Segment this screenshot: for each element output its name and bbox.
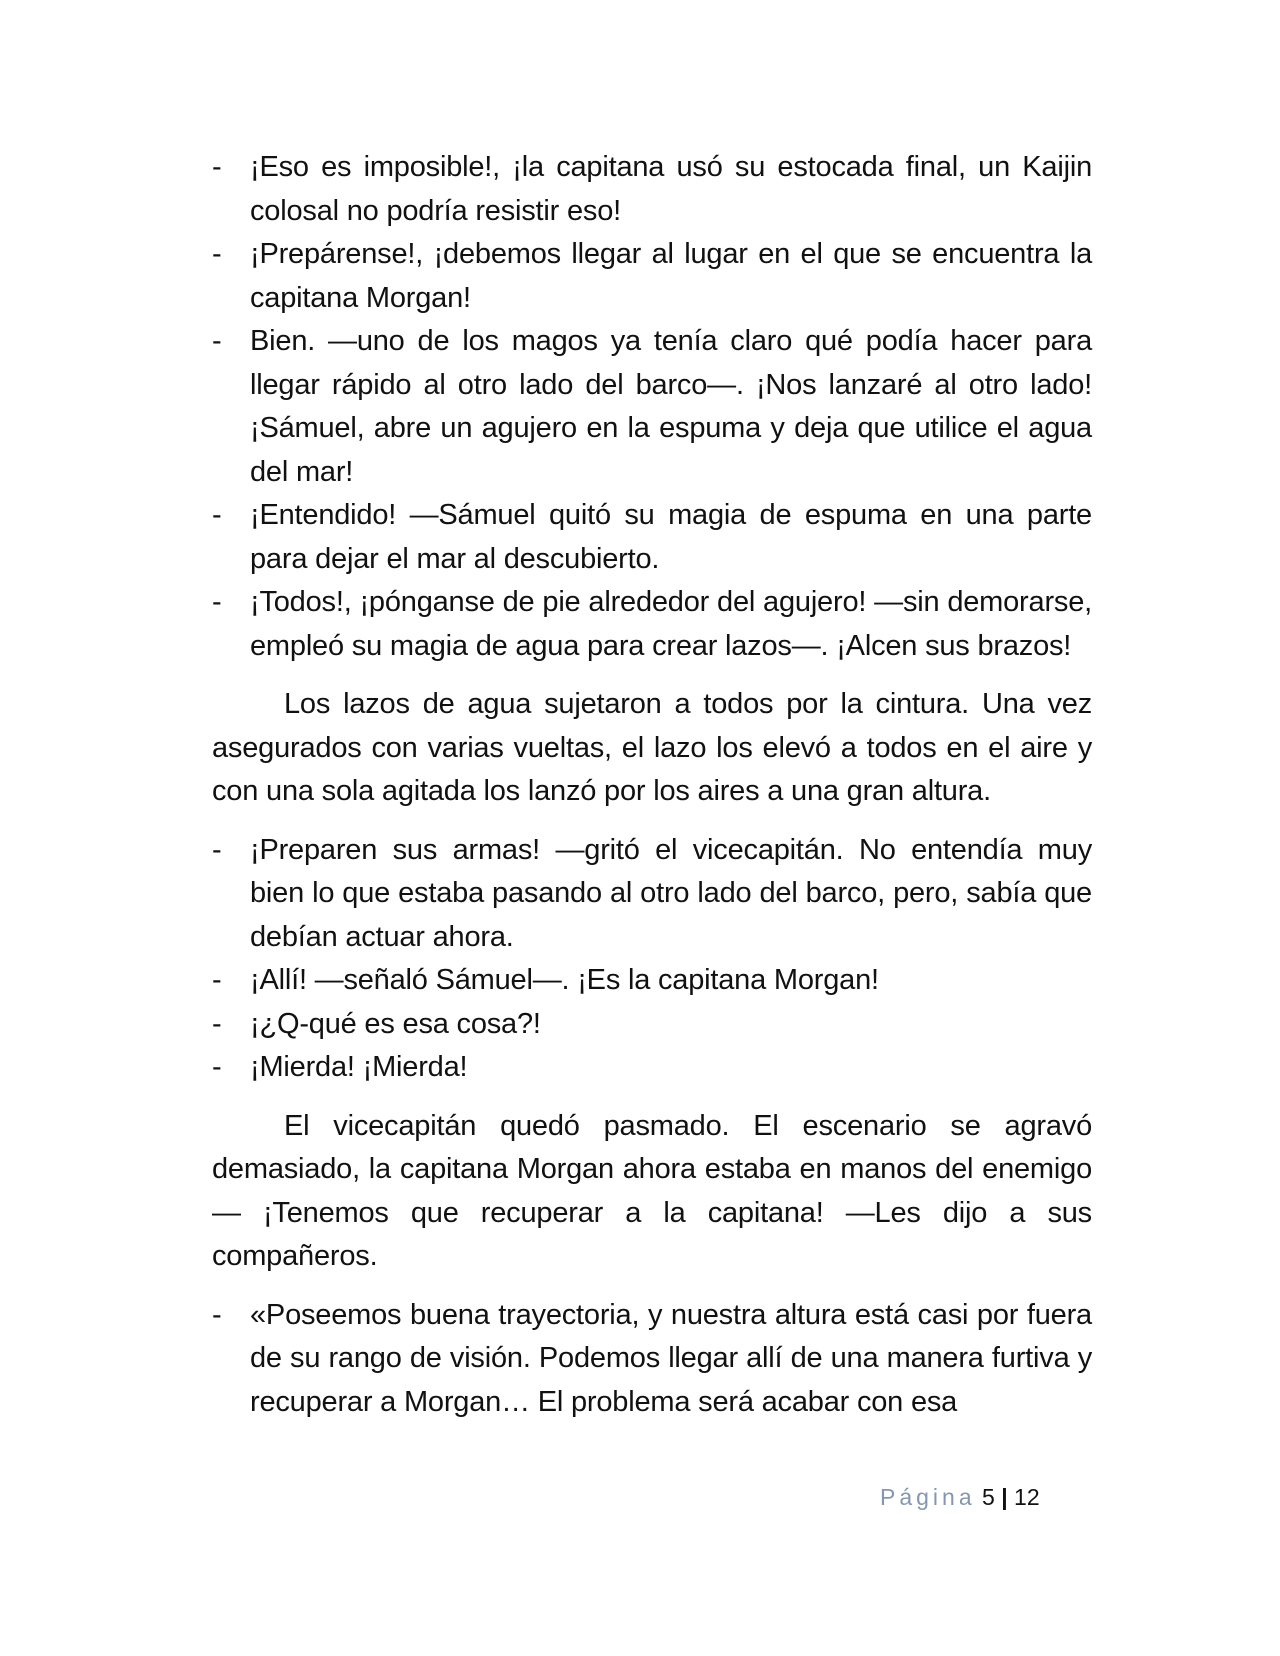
dash-marker: - — [212, 1051, 222, 1083]
dialogue-text: ¡Allí! —señaló Sámuel—. ¡Es la capitana Morgan! — [250, 964, 879, 996]
dialogue-text: ¡Prepárense!, ¡debemos llegar al lugar en el que se encuentra la capitana Morgan! — [250, 238, 1092, 314]
page-label: Página — [880, 1484, 976, 1510]
dash-marker: - — [212, 586, 222, 618]
dialogue-text: Bien. —uno de los magos ya tenía claro qué podía hacer para llegar rápido al otro lado del barco—. ¡Nos lanzaré al otro lado! ¡Sámuel, abre un agujero en la espuma y deja que utilice el agua del mar! — [250, 325, 1092, 488]
dash-marker: - — [212, 151, 222, 183]
dialogue-line — [212, 233, 1092, 320]
dialogue-text: ¡Entendido! —Sámuel quitó su magia de espuma en una parte para dejar el mar al descubierto. — [250, 499, 1092, 575]
dialogue-text: «Poseemos buena trayectoria, y nuestra altura está casi por fuera de su rango de visión. Podemos llegar allí de una manera furtiva y recuperar a Morgan… El problema será acabar con esa — [250, 1298, 1092, 1418]
dialogue-line — [212, 829, 1092, 960]
dialogue-text: ¡Mierda! ¡Mierda! — [250, 1051, 468, 1083]
narrative-paragraph: El vicecapitán quedó pasmado. El escenario se agravó demasiado, la capitana Morgan ahora estaba en manos del enemigo— ¡Tenemos que recuperar a la capitana! —Les dijo a sus compañeros. — [212, 1109, 1092, 1272]
dialogue-group-3 — [212, 1294, 1092, 1425]
dash-marker: - — [212, 964, 222, 996]
dialogue-text: ¡¿Q-qué es esa cosa?! — [250, 1007, 541, 1040]
dash-marker: - — [212, 1007, 222, 1040]
page-total: 12 — [1014, 1484, 1040, 1510]
dash-marker: - — [212, 238, 222, 270]
dialogue-line — [212, 1046, 1092, 1090]
page-footer — [880, 1482, 1040, 1512]
dash-marker: - — [212, 325, 222, 357]
dialogue-line — [212, 959, 1092, 1003]
dash-marker: - — [212, 833, 222, 866]
dialogue-line — [212, 320, 1092, 494]
page-separator: | — [1001, 1484, 1008, 1510]
dialogue-line — [212, 1003, 1092, 1047]
dialogue-text: ¡Preparen sus armas! —gritó el vicecapitán. No entendía muy bien lo que estaba pasando al otro lado del barco, pero, sabía que debían actuar ahora. — [250, 833, 1092, 953]
dialogue-line — [212, 494, 1092, 581]
dash-marker: - — [212, 1298, 222, 1331]
dialogue-text: ¡Eso es imposible!, ¡la capitana usó su estocada final, un Kaijin colosal no podría resistir eso! — [250, 151, 1092, 227]
page-number: 5 — [982, 1484, 995, 1510]
dialogue-group-2 — [212, 829, 1092, 1090]
dialogue-line — [212, 1294, 1092, 1425]
dialogue-text: ¡Todos!, ¡pónganse de pie alrededor del agujero! —sin demorarse, empleó su magia de agua para crear lazos—. ¡Alcen sus brazos! — [250, 586, 1092, 662]
dialogue-group-1 — [212, 146, 1092, 668]
narrative-paragraph: Los lazos de agua sujetaron a todos por la cintura. Una vez asegurados con varias vueltas, el lazo los elevó a todos en el aire y con una sola agitada los lanzó por los aires a una gran altura. — [212, 688, 1092, 807]
dialogue-line — [212, 581, 1092, 668]
page-body — [212, 146, 1092, 1439]
dialogue-line — [212, 146, 1092, 233]
dash-marker: - — [212, 499, 222, 531]
